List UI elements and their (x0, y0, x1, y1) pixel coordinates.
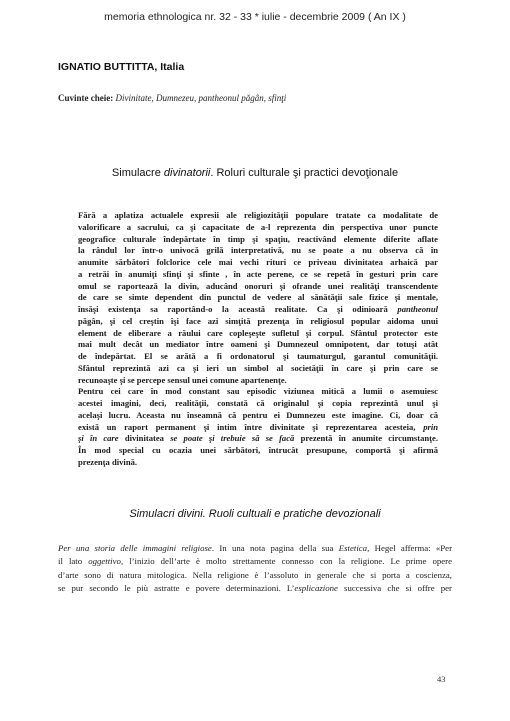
ro-line: valorificare a sacrului, ca şi capacitate de a-l reprezenta din perspectiva unor puncte (78, 221, 438, 232)
ro-line (78, 433, 438, 445)
it-italic-heading: Per una storia delle immagini religiose (58, 543, 212, 553)
title-ro-part1: Simulacre (111, 167, 164, 179)
it-line (58, 582, 452, 595)
ro-line: geografice culturale îndepărtate în timp şi spaţiu, reactivând elemente diferite aflate (78, 233, 438, 244)
ro-italic-si-in-care: şi în care (78, 433, 119, 444)
title-ro-part2: . Roluri culturale şi practici devoţionale (210, 167, 399, 179)
keywords-value: Divinitate, Dumnezeu, pantheonul păgân, sfinţi (115, 93, 287, 103)
ro-line: Fără a aplatiza actualele expresii ale religiozităţii populare tratate ca modalitate de (78, 210, 438, 220)
ro-line: omul se raportează la divin, aducând onoruri şi ofrande unei realităţi transcendente (78, 280, 438, 291)
ro-line: acelaşi lucru. Aceasta nu înseamnă că pentru ei Dumnezeu este imagine. Ci, doar că (78, 409, 438, 420)
ro-line: de care se simte dependent din punctul de vedere al sănătăţii sale fizice şi mentale, (78, 292, 438, 303)
body-romanian (78, 210, 438, 469)
it-text: se pur secondo le più astratte e povere determinazioni. L’ (58, 582, 295, 593)
it-text: il lato (58, 556, 89, 567)
body-italian (58, 542, 452, 595)
it-line: d’arte sono di natura mitologica. Nella religione è l’assoluto in generale che si porta a coscienza, (58, 569, 452, 580)
author-name: IGNATIO BUTTITTA, Italia (58, 61, 185, 73)
ro-italic-se-poate: se poate şi trebuie să se facă (170, 433, 295, 444)
ro-line: În mod special cu ocazia unei sărbători, întrucât presupune, comportă şi afirmă (78, 445, 438, 455)
ro-line (78, 304, 438, 316)
ro-line: la rândul lor într-o univocă grilă interpretativă, nu se poate a nu observa că în (78, 245, 438, 256)
ro-line: mai mult decât un mediator între oameni şi Dumnezeul omnipotent, dar totuşi atât (78, 339, 438, 350)
keywords (58, 93, 286, 103)
page-number: 43 (437, 674, 446, 684)
journal-header: memoria ethnologica nr. 32 - 33 * iulie - decembrie 2009 ( An IX ) (104, 11, 406, 23)
ro-line: păgân, şi cel creştin îşi face azi simţită prezenţa în religiosul popular aidoma unui (78, 315, 438, 326)
it-line (58, 555, 452, 568)
ro-line: Pentru cei care în mod constant sau episodic viziunea mitică a lumii o asemuiesc (78, 386, 438, 397)
ro-line-text: divinitatea (124, 433, 164, 444)
ro-line (78, 422, 438, 434)
ro-line-text: prezentă în anumite circumstanţe. (300, 433, 438, 444)
it-text: , l’inizio dell’arte è molto strettamente connesso con la religione. Le prime opere (120, 556, 452, 567)
ro-line: a retrăi în anumiţi sfinţi şi sfinte , în acte perene, ce se repetă în gesturi prin care (78, 268, 438, 279)
ro-line-text: însăşi existenţa sa raportând-o la această realitate. Ca şi odinioară (78, 304, 388, 314)
ro-line: anumite sărbători folclorice cele mai vechi rituri ce priveau divinitatea arhaică par (78, 257, 438, 267)
ro-line: recunoaşte şi se percepe sensul unei comune apartenenţe. (78, 374, 287, 385)
ro-line: Sfântul reprezintă azi ca şi ieri un simbol al societăţii în care şi prin care se (78, 362, 438, 373)
ro-line: de îndepărtat. El se arătă a fi ordonatorul şi taumaturgul, garantul comunităţii. (78, 351, 438, 361)
title-ro-italic: divinatorii (163, 167, 211, 179)
ro-line: element de eliberare a răului care copleşeşte sufletul şi corpul. Sfântul protector este (78, 327, 438, 338)
it-text: , Hegel afferma: «Per (367, 543, 452, 553)
it-italic-estetica: Estetica (338, 543, 368, 553)
it-italic-esplicazione: esplicazione (294, 582, 338, 593)
it-text: . In una nota pagina della sua (211, 543, 339, 553)
it-line (58, 542, 452, 555)
it-text: successiva che si offre per (337, 582, 452, 593)
keywords-label: Cuvinte cheie: (58, 93, 114, 103)
ro-line: prezenţa divină. (78, 456, 138, 467)
it-italic-oggettivo: oggettivo (88, 556, 121, 567)
ro-italic-prin: prin (423, 421, 438, 432)
ro-line: acestei imagini, deci, realităţii, constată că originalul şi copia reprezintă unul şi (78, 398, 438, 408)
ro-line-text: există un raport permanent şi intim între divinitate şi reprezentarea acesteia, (78, 421, 416, 432)
ro-italic-pantheon: pantheonul (397, 304, 438, 314)
section-title-romanian (0, 167, 510, 179)
section-title-italian: Simulacri divini. Ruoli cultuali e pratiche devozionali (129, 508, 381, 520)
